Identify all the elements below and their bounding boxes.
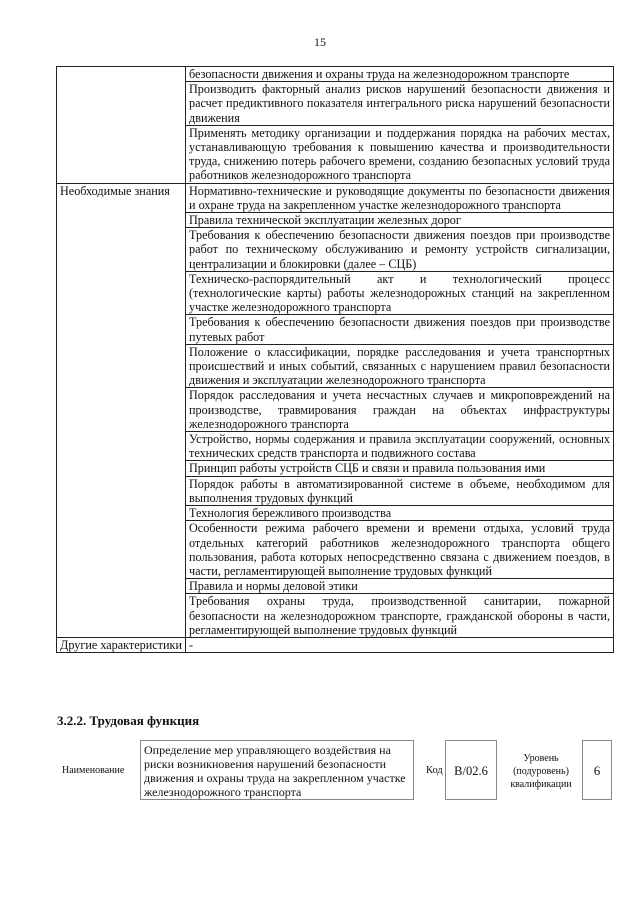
row-label — [57, 67, 186, 184]
row-label: Другие характеристики — [57, 637, 186, 652]
section-title: 3.2.2. Трудовая функция — [57, 713, 200, 728]
row-description: Техническо-распорядительный акт и технологический процесс (технологические карты) работы железнодорожных станций на закрепленном участке железнодорожного транспорта — [186, 271, 614, 315]
row-description: Правила и нормы деловой этики — [186, 579, 614, 594]
row-description: Устройство, нормы содержания и правила эксплуатации сооружений, основных технических средств транспорта и подвижного состава — [186, 432, 614, 461]
row-description: Особенности режима рабочего времени и времени отдыха, условий труда отдельных категорий работников железнодорожного транспорта общего пользования, работа которых непосредственно связана с движением поездов, в части, регламентирующей выполнение трудовых функций — [186, 521, 614, 579]
row-description: Порядок расследования и учета несчастных случаев и микроповреждений на производстве, травмирования граждан на объектах инфраструктуры железнодорожного транспорта — [186, 388, 614, 432]
row-description: Технология бережливого производства — [186, 506, 614, 521]
page-number: 15 — [314, 35, 326, 49]
level-value: 6 — [582, 740, 612, 800]
table-row — [57, 183, 614, 212]
row-description: Правила технической эксплуатации железных дорог — [186, 213, 614, 228]
table-row — [57, 67, 614, 82]
row-description: Положение о классификации, порядке расследования и учета транспортных происшествий и иных событий, связанных с нарушением правил безопасности движения и эксплуатации железнодорожного транспорта — [186, 344, 614, 388]
row-description: Нормативно-технические и руководящие документы по безопасности движения и охране труда на закрепленном участке железнодорожного транспорта — [186, 183, 614, 212]
row-description: Производить факторный анализ рисков нарушений безопасности движения и расчет предиктивного показателя интегрального риска нарушений безопасности движения — [186, 82, 614, 126]
labor-function-header — [56, 740, 616, 804]
row-description: Применять методику организации и поддержания порядка на рабочих местах, устанавливающую требования к повышению качества и производительности труда, снижению потерь рабочего времени, созданию безопасных условий труда работников железнодорожного транспорта — [186, 125, 614, 183]
row-description: Порядок работы в автоматизированной системе в объеме, необходимом для выполнения трудовых функций — [186, 476, 614, 505]
row-description: - — [186, 637, 614, 652]
name-value: Определение мер управляющего воздействия на риски возникновения нарушений безопасности движения и охраны труда на закрепленном участке железнодорожного транспорта — [140, 740, 414, 800]
level-label: Уровень (подуровень) квалификации — [510, 753, 572, 790]
row-description: Требования к обеспечению безопасности движения поездов при производстве путевых работ — [186, 315, 614, 344]
row-label: Необходимые знания — [57, 183, 186, 637]
name-label: Наименование — [62, 765, 125, 776]
competency-table — [56, 66, 614, 653]
row-description: Требования к обеспечению безопасности движения поездов при производстве работ по техническому обслуживанию и ремонту устройств сигнализации, централизации и блокировки (далее – СЦБ) — [186, 228, 614, 272]
code-value: B/02.6 — [445, 740, 497, 800]
table-row — [57, 637, 614, 652]
row-description: безопасности движения и охраны труда на железнодорожном транспорте — [186, 67, 614, 82]
code-label: Код — [426, 765, 443, 776]
row-description: Требования охраны труда, производственной санитарии, пожарной безопасности на железнодорожном транспорте, гражданской обороны в части, регламентирующей выполнение трудовых функций — [186, 594, 614, 638]
row-description: Принцип работы устройств СЦБ и связи и правила пользования ими — [186, 461, 614, 476]
